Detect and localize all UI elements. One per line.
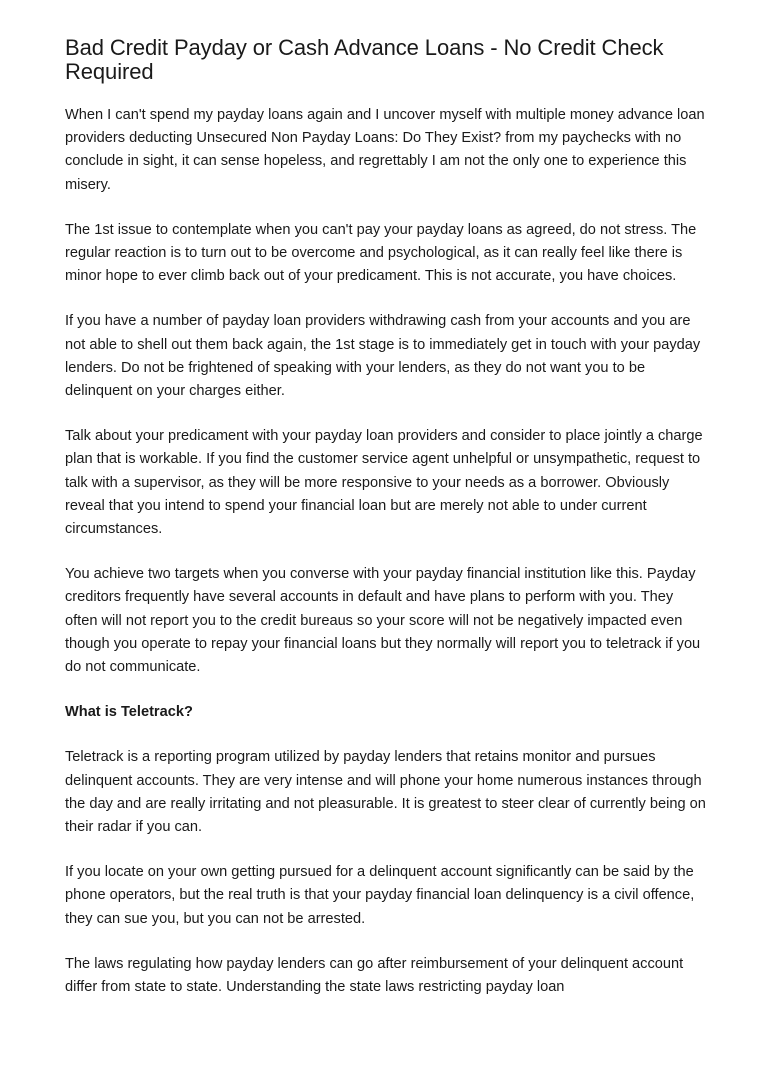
- section-heading: What is Teletrack?: [65, 704, 193, 721]
- paragraph: The laws regulating how payday lenders can go after reimbursement of your delinquent account differ from state to state. Understanding the state laws restricting payday loan: [65, 955, 684, 996]
- document-body: [65, 104, 709, 999]
- paragraph: If you locate on your own getting pursued for a delinquent account significantly can be said by the phone operators, but the real truth is that your payday financial loan delinquency is a civil offence, they can sue you, but you can not be arrested.: [65, 864, 695, 927]
- paragraph: If you have a number of payday loan providers withdrawing cash from your accounts and you are not able to shell out them back again, the 1st stage is to immediately get in touch with your payday lenders. Do not be frightened of speaking with your lenders, as they do not want you to be delinquent on your charges either.: [65, 313, 701, 400]
- paragraph: You achieve two targets when you converse with your payday financial institution like this. Payday creditors frequently have several accounts in default and have plans to perform with you. They often will not report you to the credit bureaus so your score will not be negatively impacted even though you operate to repay your financial loans but they normally will report you to teletrack if you do not communicate.: [65, 566, 701, 676]
- paragraph: Teletrack is a reporting program utilized by payday lenders that retains monitor and pursues delinquent accounts. They are very intense and will phone your home numerous instances through the day and are really irritating and not pleasurable. It is greatest to steer clear of currently being on their radar if you can.: [65, 749, 706, 836]
- paragraph: When I can't spend my payday loans again and I uncover myself with multiple money advance loan providers deducting Unsecured Non Payday Loans: Do They Exist? from my paychecks with no conclude in sight, it can sense hopeless, and regrettably I am not the only one to experience this misery.: [65, 107, 705, 193]
- paragraph: Talk about your predicament with your payday loan providers and consider to place jointly a charge plan that is workable. If you find the customer service agent unhelpful or unsympathetic, request to talk with a supervisor, as they will be more responsive to your needs as a borrower. Obviously reveal that you intend to spend your financial loan but are merely not able to under current circumstances.: [65, 428, 703, 538]
- document-title: Bad Credit Payday or Cash Advance Loans - No Credit Check Required: [65, 35, 664, 84]
- paragraph: The 1st issue to contemplate when you can't pay your payday loans as agreed, do not stress. The regular reaction is to turn out to be overcome and psychological, as it can really feel like there is minor hope to ever climb back out of your predicament. This is not accurate, you have choices.: [65, 221, 697, 285]
- document-page: [65, 36, 709, 1021]
